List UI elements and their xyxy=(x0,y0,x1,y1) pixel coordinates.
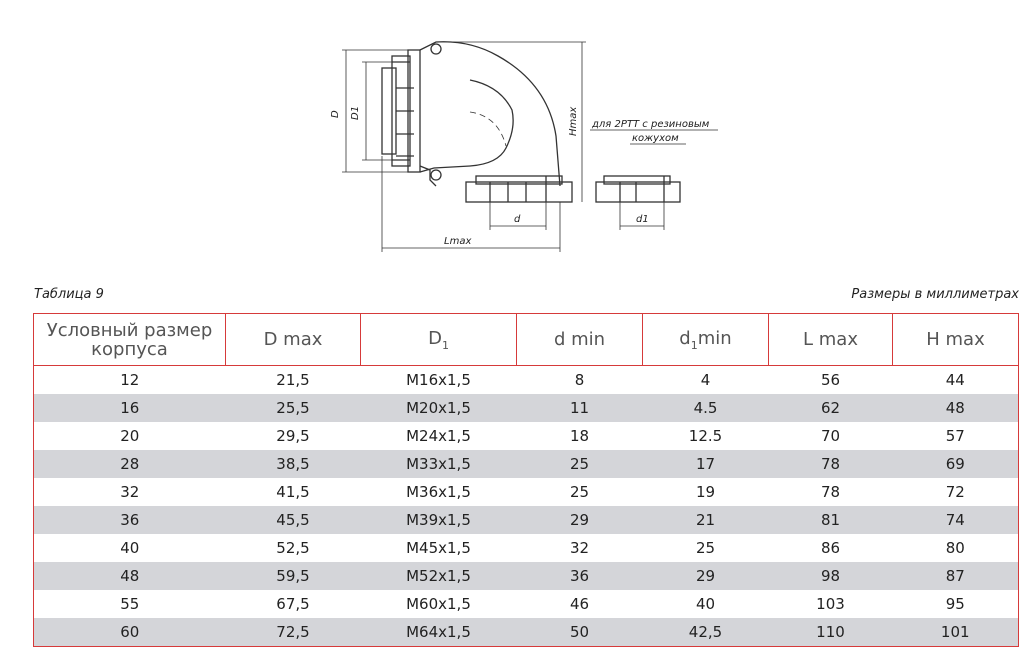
cell-d1: M24x1,5 xyxy=(406,427,471,445)
note-line-2: кожухом xyxy=(632,133,679,144)
cell-size: 20 xyxy=(120,427,140,445)
cell-dmax: 72,5 xyxy=(226,618,361,647)
cell-hmax: 74 xyxy=(893,506,1019,534)
col-header-hmax: H max xyxy=(893,314,1019,366)
cell-dmin: 25 xyxy=(517,450,643,478)
cell-dmin: 25 xyxy=(569,483,590,501)
cell-d1min: 40 xyxy=(695,595,716,613)
dimensions-table xyxy=(33,313,1019,647)
cell-hmax: 48 xyxy=(893,394,1019,422)
cell-dmax: 41,5 xyxy=(276,483,310,501)
table-row xyxy=(34,562,1019,590)
cell-d1min: 4 xyxy=(700,371,711,389)
cell-size: 28 xyxy=(34,450,226,478)
cell-dmax: 52,5 xyxy=(276,539,310,557)
cell-hmax: 80 xyxy=(945,539,965,557)
dim-label-Lmax: Lmax xyxy=(444,236,472,247)
cell-d1: M45x1,5 xyxy=(406,539,471,557)
cell-lmax: 78 xyxy=(769,450,893,478)
dim-label-D1: D1 xyxy=(350,105,361,120)
cell-dmax: 59,5 xyxy=(226,562,361,590)
cell-dmin: 32 xyxy=(569,539,590,557)
elbow-inner-contour xyxy=(420,80,513,172)
cell-lmax: 62 xyxy=(769,394,893,422)
col-header-d1min: $d_1\min$ xyxy=(643,314,769,366)
cell-d1: M33x1,5 xyxy=(361,450,517,478)
table-header-row xyxy=(34,314,1019,366)
cell-lmax: 110 xyxy=(769,618,893,647)
table-row xyxy=(34,506,1019,534)
cell-d1min: 21 xyxy=(643,506,769,534)
cell-size: 55 xyxy=(120,595,140,613)
col-header-dmax: D max xyxy=(226,314,361,366)
cell-d1min: 4.5 xyxy=(643,394,769,422)
rubber-boot-coupling-outline xyxy=(596,182,680,202)
cell-d1min: 12.5 xyxy=(688,427,723,445)
cell-dmax: 21,5 xyxy=(276,371,310,389)
cell-hmax: 72 xyxy=(945,483,965,501)
table-row xyxy=(34,590,1019,618)
cell-size: 40 xyxy=(120,539,140,557)
units-caption: Размеры в миллиметрах xyxy=(851,287,1019,302)
cell-dmin: 36 xyxy=(517,562,643,590)
cell-lmax: 78 xyxy=(820,483,841,501)
cell-hmax: 101 xyxy=(893,618,1019,647)
cell-lmax: 56 xyxy=(820,371,841,389)
col-header-d1: $D_1$ xyxy=(361,314,517,366)
dim-label-d: d xyxy=(514,214,521,225)
col-header-dmin: d min xyxy=(517,314,643,366)
cell-d1: M60x1,5 xyxy=(406,595,471,613)
cell-d1min: 17 xyxy=(643,450,769,478)
cell-d1: M39x1,5 xyxy=(361,506,517,534)
cell-dmax: 38,5 xyxy=(226,450,361,478)
cell-dmax: 67,5 xyxy=(276,595,310,613)
elbow-connector-drawing xyxy=(320,36,740,262)
table-caption: Таблица 9 xyxy=(34,287,104,302)
cell-lmax: 81 xyxy=(769,506,893,534)
cell-lmax: 98 xyxy=(769,562,893,590)
cell-size: 60 xyxy=(34,618,226,647)
cell-dmin: 18 xyxy=(569,427,590,445)
cell-hmax: 44 xyxy=(945,371,965,389)
cell-d1: M16x1,5 xyxy=(406,371,471,389)
table-row xyxy=(34,618,1019,647)
cell-dmin: 11 xyxy=(517,394,643,422)
table-row xyxy=(34,478,1019,506)
cell-d1min: 25 xyxy=(695,539,716,557)
socket-outline xyxy=(382,68,396,154)
cell-d1: M52x1,5 xyxy=(361,562,517,590)
cell-hmax: 87 xyxy=(893,562,1019,590)
cell-size: 16 xyxy=(34,394,226,422)
cell-dmax: 29,5 xyxy=(276,427,310,445)
elbow-outer-contour xyxy=(420,42,560,186)
cell-d1: M20x1,5 xyxy=(361,394,517,422)
cell-hmax: 57 xyxy=(945,427,965,445)
col-header-lmax: L max xyxy=(769,314,893,366)
col-header-size: Условный размер корпуса xyxy=(34,314,226,366)
table-row xyxy=(34,394,1019,422)
cell-dmin: 50 xyxy=(517,618,643,647)
cell-size: 32 xyxy=(120,483,140,501)
cell-dmin: 29 xyxy=(517,506,643,534)
cell-size: 36 xyxy=(34,506,226,534)
cell-d1: M36x1,5 xyxy=(406,483,471,501)
cell-lmax: 70 xyxy=(820,427,841,445)
dim-label-d1: d1 xyxy=(636,214,649,225)
cell-d1min: 42,5 xyxy=(643,618,769,647)
cell-size: 48 xyxy=(34,562,226,590)
cell-dmax: 25,5 xyxy=(226,394,361,422)
cell-dmax: 45,5 xyxy=(226,506,361,534)
cell-hmax: 95 xyxy=(945,595,965,613)
table-row xyxy=(34,366,1019,395)
table-row xyxy=(34,422,1019,450)
cell-hmax: 69 xyxy=(893,450,1019,478)
cell-d1min: 29 xyxy=(643,562,769,590)
cell-d1: M64x1,5 xyxy=(361,618,517,647)
lower-coupling-outline xyxy=(466,182,572,202)
dim-label-Hmax: Hmax xyxy=(568,106,579,136)
cell-dmin: 8 xyxy=(574,371,585,389)
cell-size: 12 xyxy=(120,371,140,389)
cell-lmax: 103 xyxy=(816,595,845,613)
table-row xyxy=(34,450,1019,478)
dim-label-D: D xyxy=(330,110,341,118)
cell-lmax: 86 xyxy=(820,539,841,557)
table-row xyxy=(34,534,1019,562)
cell-d1min: 19 xyxy=(695,483,716,501)
note-line-1: для 2РТТ с резиновым xyxy=(592,119,710,130)
cell-dmin: 46 xyxy=(569,595,590,613)
